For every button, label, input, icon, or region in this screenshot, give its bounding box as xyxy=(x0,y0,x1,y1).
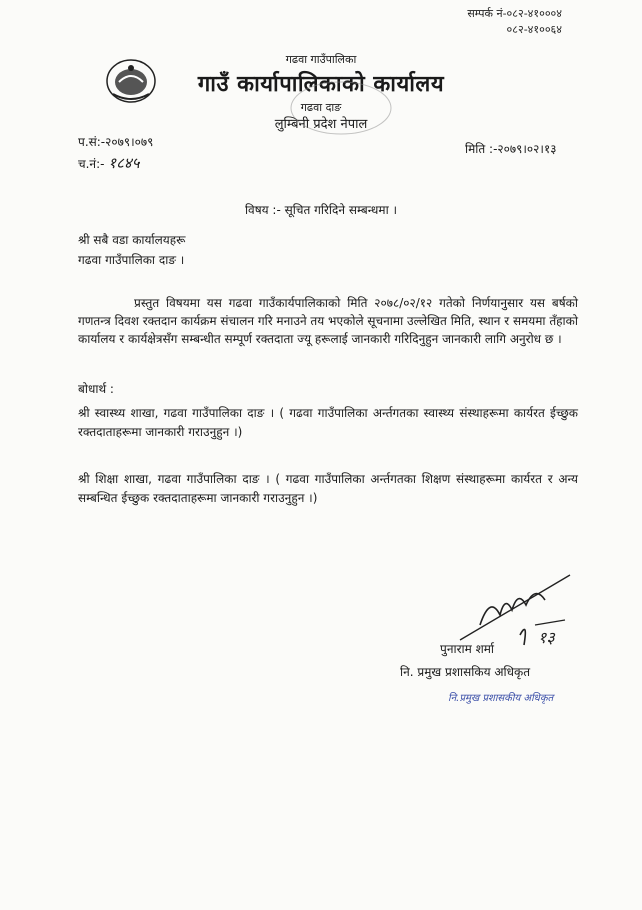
patra-sankhya: प.सं:-२०७९।०७९ xyxy=(78,135,154,149)
contact-block xyxy=(467,6,562,38)
office-seal-icon xyxy=(286,78,396,138)
chalani-label: च.नं:- xyxy=(78,157,105,171)
contact-line-2: ०८२-४१००६४ xyxy=(506,23,562,36)
province-name: लुम्बिनी प्रदेश नेपाल xyxy=(274,117,368,132)
bodharth-label: बोधार्थ : xyxy=(78,382,114,396)
recipient-line-2: गढवा गाउँपालिका दाङ । xyxy=(78,253,185,267)
letter-date: मिति :-२०७९।०२।१३ xyxy=(465,142,557,156)
office-title: गाउँ कार्यापालिकाको कार्यालय xyxy=(197,72,445,97)
signatory-name: पुनाराम शर्मा xyxy=(440,642,495,656)
chalani-handwritten: १८४५ xyxy=(108,154,140,172)
body-paragraph: प्रस्तुत विषयमा यस गढवा गाउँकार्यपालिकाको मिति २०७८/०२/१२ गतेको निर्णयानुसार यस बर्षको गणतन्त्र दिवश रक्तदान कार्यक्रम संचालन गरि मनाउने तय भएकोले सूचनामा उल्लेखित मिति, स्थान र समयमा तँहाको कार्यालय र कार्यक्षेत्रसँग सम्बन्धीत सम्पूर्ण रक्तदाता ज्यू हरूलाई जानकारी गरिदिनुहुन जानकारी लागि अनुरोध छ । xyxy=(78,296,578,346)
district-name: गढवा दाङ xyxy=(300,101,342,114)
svg-text:१३: १३ xyxy=(538,628,555,647)
cc-education-section: श्री शिक्षा शाखा, गढवा गाउँपालिका दाङ । ( गढवा गाउँपालिका अर्न्तगतका शिक्षण संस्थाहरूमा कार्यरत र अन्य सम्बन्धित ईच्छुक रक्तदाताहरूमा जानकारी गराउनुहुन ।) xyxy=(78,472,578,505)
chalani-number xyxy=(78,153,140,173)
recipient-line-1: श्री सबै वडा कार्यालयहरू xyxy=(78,233,186,247)
official-stamp: नि.प्रमुख प्रशासकीय अधिकृत xyxy=(448,693,554,704)
cc-health-section: श्री स्वास्थ्य शाखा, गढवा गाउँपालिका दाङ । ( गढवा गाउँपालिका अर्न्तगतका स्वास्थ्य संस्थाहरूमा कार्यरत ईच्छुक रक्तदाताहरूमा जानकारी गराउनुहुन ।) xyxy=(78,406,578,439)
signatory-title: नि. प्रमुख प्रशासकिय अधिकृत xyxy=(400,665,531,679)
contact-line-1: सम्पर्क नं-०८२-४१०००४ xyxy=(467,7,562,20)
subject-line: विषय :- सूचित गरिदिने सम्बन्धमा । xyxy=(244,203,398,217)
municipality-name: गढवा गाउँपालिका xyxy=(285,53,357,66)
